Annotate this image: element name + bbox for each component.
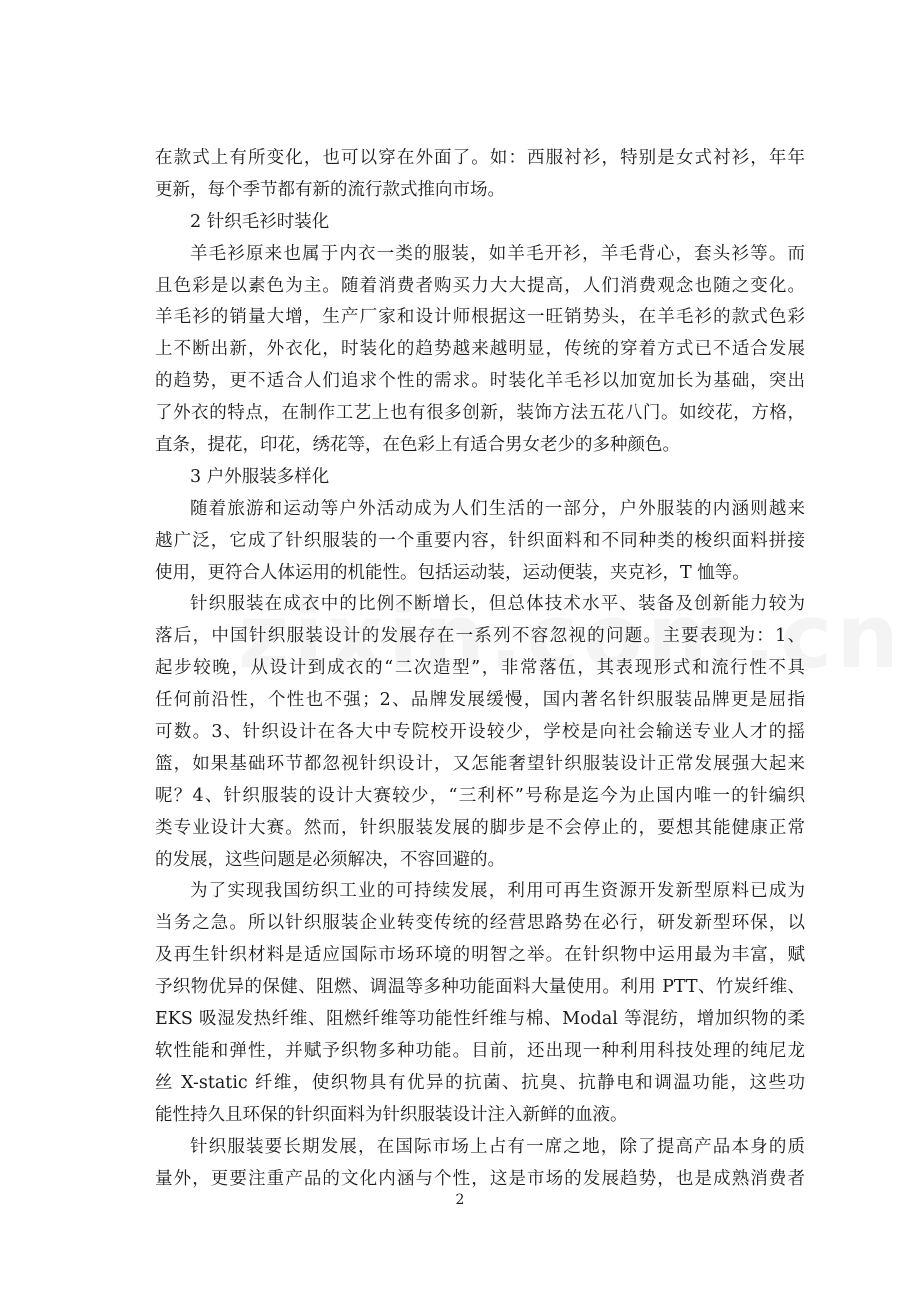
text-line: 针织服装在成衣中的比例不断增长，但总体技术水平、装备及创新能力较为 (190, 594, 805, 615)
text-line: 软性能和弹性，并赋予织物多种功能。目前，还出现一种利用科技处理的纯尼龙 (155, 1040, 805, 1061)
text-line: 为了实现我国纺织工业的可持续发展，利用可再生资源开发新型原料已成为 (190, 881, 805, 902)
text-line: 可数。3、针织设计在各大中专院校开设较少，学校是向社会输送专业人才的摇 (155, 722, 805, 743)
text-line: 2 针织毛衫时装化 (190, 211, 330, 232)
text-line: 在款式上有所变化，也可以穿在外面了。如：西服衬衫，特别是女式衬衫，年年 (155, 148, 805, 168)
text-line: 且色彩是以素色为主。随着消费者购买力大大提高，人们消费观念也随之变化。 (155, 275, 805, 296)
text-line: 任何前沿性，个性也不强；2、品牌发展缓慢，国内著名针织服装品牌更是屈指 (155, 690, 805, 711)
text-line: 使用，更符合人体运用的机能性。包括运动装，运动便装，夹克衫，T 恤等。 (155, 562, 750, 583)
text-line: 针织服装要长期发展，在国际市场上占有一席之地，除了提高产品本身的质 (190, 1136, 805, 1157)
text-line: 的趋势，更不适合人们追求个性的需求。时装化羊毛衫以加宽加长为基础，突出 (155, 371, 805, 392)
page-number: 2 (455, 1192, 465, 1208)
text-line: 当务之急。所以针织服装企业转变传统的经营思路势在必行，研发新型环保，以 (155, 913, 805, 934)
text-line: 3 户外服装多样化 (190, 466, 330, 487)
text-line: 更新，每个季节都有新的流行款式推向市场。 (155, 179, 505, 200)
text-line: 了外衣的特点，在制作工艺上也有很多创新，装饰方法五花八门。如绞花，方格， (155, 403, 805, 424)
text-line: 呢？4、针织服装的设计大赛较少，“三利杯”号称是迄今为止国内唯一的针编织 (155, 785, 805, 806)
text-line: EKS 吸湿发热纤维、阻燃纤维等功能性纤维与棉、Modal 等混纺，增加织物的柔 (155, 1009, 805, 1030)
text-line: 起步较晚，从设计到成衣的“二次造型”，非常落伍，其表现形式和流行性不具 (155, 658, 805, 679)
text-line: 类专业设计大赛。然而，针织服装发展的脚步是不会停止的，要想其能健康正常 (155, 817, 805, 838)
text-line: 及再生针织材料是适应国际市场环境的明智之举。在针织物中运用最为丰富，赋 (155, 945, 805, 966)
text-line: 丝 X-static 纤维，使织物具有优异的抗菌、抗臭、抗静电和调温功能，这些功 (155, 1072, 805, 1093)
text-line: 羊毛衫原来也属于内衣一类的服装，如羊毛开衫，羊毛背心，套头衫等。而 (190, 243, 805, 264)
text-line: 上不断出新，外衣化，时装化的趋势越来越明显，传统的穿着方式已不适合发展 (155, 339, 805, 360)
text-line: 量外，更要注重产品的文化内涵与个性，这是市场的发展趋势，也是成熟消费者 (155, 1168, 805, 1189)
text-line: 予织物优异的保健、阻燃、调温等多种功能面料大量使用。利用 PTT、竹炭纤维、 (155, 977, 805, 998)
text-line: 越广泛，它成了针织服装的一个重要内容，针织面料和不同种类的梭织面料拼接 (155, 530, 805, 551)
text-line: 随着旅游和运动等户外活动成为人们生活的一部分，户外服装的内涵则越来 (190, 498, 805, 519)
text-line: 篮，如果基础环节都忽视针织设计，又怎能奢望针织服装设计正常发展强大起来 (155, 753, 805, 774)
text-line: 的发展，这些问题是必须解决，不容回避的。 (155, 849, 505, 870)
text-line: 落后，中国针织服装设计的发展存在一系列不容忽视的问题。主要表现为：1、 (155, 626, 805, 647)
body-text (155, 143, 805, 1195)
text-line: 能性持久且环保的针织面料为针织服装设计注入新鲜的血液。 (155, 1104, 628, 1125)
text-line: 羊毛衫的销量大增，生产厂家和设计师根据这一旺销势头，在羊毛衫的款式色彩 (155, 307, 805, 328)
text-line: 直条，提花，印花，绣花等，在色彩上有适合男女老少的多种颜色。 (155, 435, 680, 456)
